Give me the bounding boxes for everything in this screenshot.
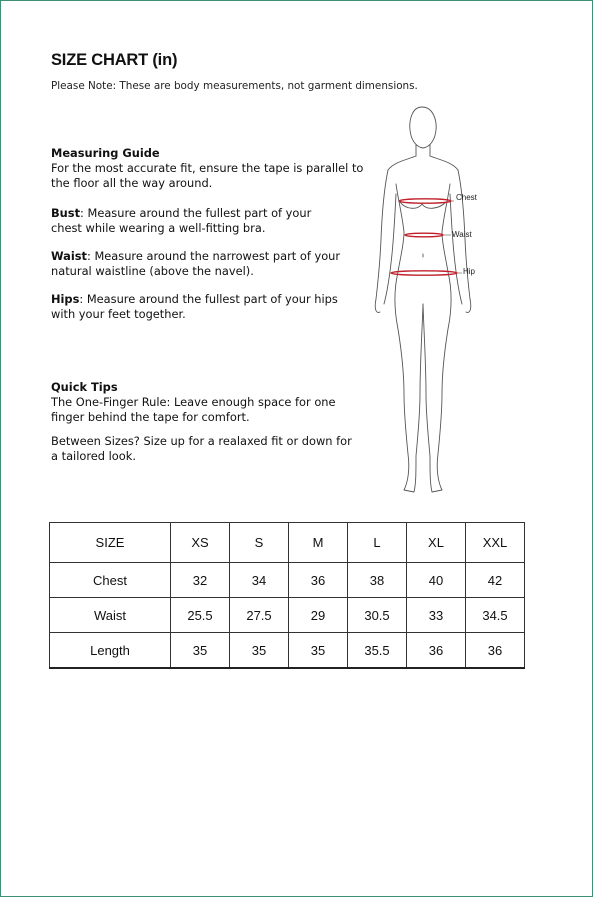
table-row-label: Waist — [50, 598, 171, 633]
table-row — [50, 598, 525, 633]
table-header-cell: XL — [407, 523, 466, 563]
table-header-cell: S — [230, 523, 289, 563]
table-cell: 36 — [466, 633, 525, 669]
table-cell: 35 — [171, 633, 230, 669]
page-title: SIZE CHART (in) — [51, 51, 178, 69]
figure-label-waist: Waist — [452, 230, 472, 239]
table-cell: 33 — [407, 598, 466, 633]
table-header-cell: SIZE — [50, 523, 171, 563]
waist-instruction — [51, 249, 341, 279]
table-cell: 36 — [407, 633, 466, 669]
table-row-label: Length — [50, 633, 171, 669]
table-cell: 32 — [171, 563, 230, 598]
hips-instruction — [51, 292, 341, 322]
waist-label: Waist — [51, 249, 87, 263]
table-cell: 42 — [466, 563, 525, 598]
table-header-cell: XS — [171, 523, 230, 563]
table-cell: 40 — [407, 563, 466, 598]
table-cell: 35.5 — [348, 633, 407, 669]
bust-label: Bust — [51, 206, 81, 220]
table-row — [50, 563, 525, 598]
table-header-cell: XXL — [466, 523, 525, 563]
hips-text: : Measure around the fullest part of your hips with your feet together. — [51, 292, 338, 321]
table-cell: 30.5 — [348, 598, 407, 633]
quick-tips-text-2: Between Sizes? Size up for a realaxed fit or down for a tailored look. — [51, 434, 352, 463]
table-cell: 35 — [230, 633, 289, 669]
bust-text: : Measure around the fullest part of your chest while wearing a well-fitting bra. — [51, 206, 312, 235]
table-cell: 27.5 — [230, 598, 289, 633]
table-cell: 25.5 — [171, 598, 230, 633]
table-cell: 36 — [289, 563, 348, 598]
table-cell: 38 — [348, 563, 407, 598]
table-row — [50, 633, 525, 669]
table-cell: 34 — [230, 563, 289, 598]
table-row-label: Chest — [50, 563, 171, 598]
measuring-guide — [51, 146, 366, 191]
quick-tips-text-1: The One-Finger Rule: Leave enough space for one finger behind the tape for comfort. — [51, 395, 336, 424]
body-figure-illustration — [366, 104, 496, 500]
figure-label-chest: Chest — [456, 193, 477, 202]
measurement-note: Please Note: These are body measurements, not garment dimensions. — [51, 80, 418, 92]
table-header-row — [50, 523, 525, 563]
measuring-guide-text: For the most accurate fit, ensure the tape is parallel to the floor all the way around. — [51, 161, 364, 190]
size-chart-table — [49, 522, 525, 669]
table-header-cell: M — [289, 523, 348, 563]
table-header-cell: L — [348, 523, 407, 563]
quick-tips — [51, 380, 361, 464]
figure-label-hip: Hip — [463, 267, 476, 276]
quick-tips-heading: Quick Tips — [51, 380, 118, 394]
hips-label: Hips — [51, 292, 80, 306]
bust-instruction — [51, 206, 341, 236]
waist-text: : Measure around the narrowest part of your natural waistline (above the navel). — [51, 249, 341, 278]
table-cell: 29 — [289, 598, 348, 633]
measuring-guide-heading: Measuring Guide — [51, 146, 160, 160]
table-cell: 34.5 — [466, 598, 525, 633]
table-cell: 35 — [289, 633, 348, 669]
